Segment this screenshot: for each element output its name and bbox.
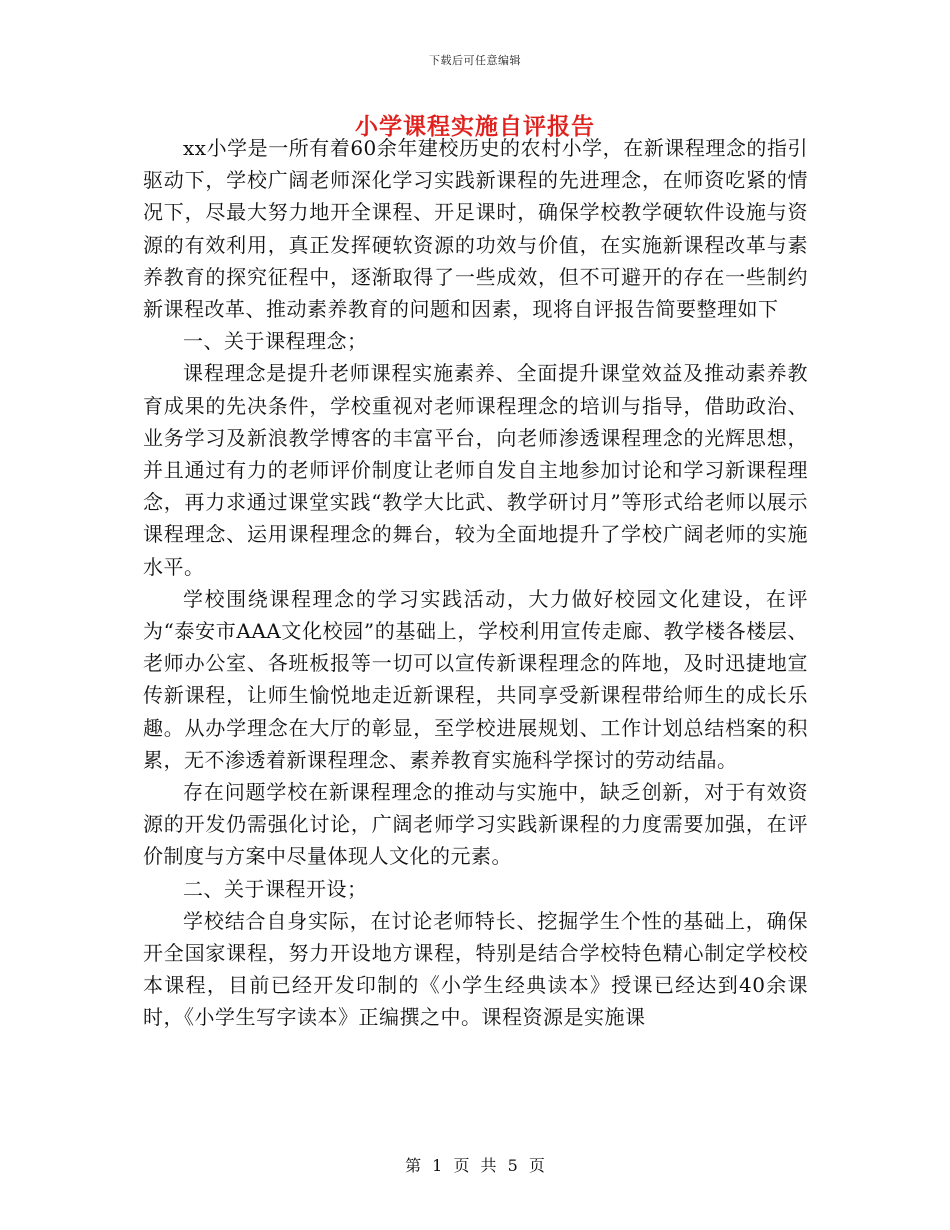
header-note: 下载后可任意编辑 bbox=[429, 54, 521, 67]
paragraph-existing-problems: 存在问题学校在新课程理念的推动与实施中，缺乏创新，对于有效资源的开发仍需强化讨论，广阔老师学习实践新课程的力度需要加强，在评价制度与方案中尽量体现人文化的元素。 bbox=[143, 780, 808, 869]
paragraph-course-offering: 学校结合自身实际，在讨论老师特长、挖掘学生个性的基础上，确保开全国家课程，努力开设地方课程，特别是结合学校特色精心制定学校校本课程，目前已经开发印制的《小学生经典读本》授课已经达到40余课时，《小学生写字读本》正编撰之中。课程资源是实施课 bbox=[143, 908, 808, 1030]
document-body bbox=[143, 132, 808, 1034]
paragraph-intro: xx小学是一所有着60余年建校历史的农村小学，在新课程理念的指引驱动下，学校广阔老师深化学习实践新课程的先进理念，在师资吃紧的情况下，尽最大努力地开全课程、开足课时，确保学校教学硬软件设施与资源的有效利用，真正发挥硬软资源的功效与价值，在实施新课程改革与素养教育的探究征程中，逐渐取得了一些成效，但不可避开的存在一些制约新课程改革、推动素养教育的问题和因素，现将自评报告简要整理如下 bbox=[143, 136, 808, 322]
section-heading-course-concept: 一、关于课程理念； bbox=[183, 329, 368, 354]
page-number-footer: 第 1 页 共 5 页 bbox=[405, 1156, 545, 1175]
paragraph-campus-culture: 学校围绕课程理念的学习实践活动，大力做好校园文化建设，在评为“泰安市AAA文化校园”的基础上，学校利用宣传走廊、教学楼各楼层、老师办公室、各班板报等一切可以宣传新课程理念的阵地，及时迅捷地宣传新课程，让师生愉悦地走近新课程，共同享受新课程带给师生的成长乐趣。从办学理念在大厅的彰显，至学校进展规划、工作计划总结档案的积累，无不渗透着新课程理念、素养教育实施科学探讨的劳动结晶。 bbox=[143, 586, 808, 772]
section-heading-course-offering: 二、关于课程开设； bbox=[183, 876, 368, 901]
paragraph-course-concept: 课程理念是提升老师课程实施素养、全面提升课堂效益及推动素养教育成果的先决条件，学校重视对老师课程理念的培训与指导，借助政治、业务学习及新浪教学博客的丰富平台，向老师渗透课程理念的光辉思想，并且通过有力的老师评价制度让老师自发自主地参加讨论和学习新课程理念，再力求通过课堂实践“教学大比武、教学研讨月”等形式给老师以展示课程理念、运用课程理念的舞台，较为全面地提升了学校广阔老师的实施水平。 bbox=[143, 361, 808, 579]
document-title: 小学课程实施自评报告 bbox=[355, 113, 595, 140]
